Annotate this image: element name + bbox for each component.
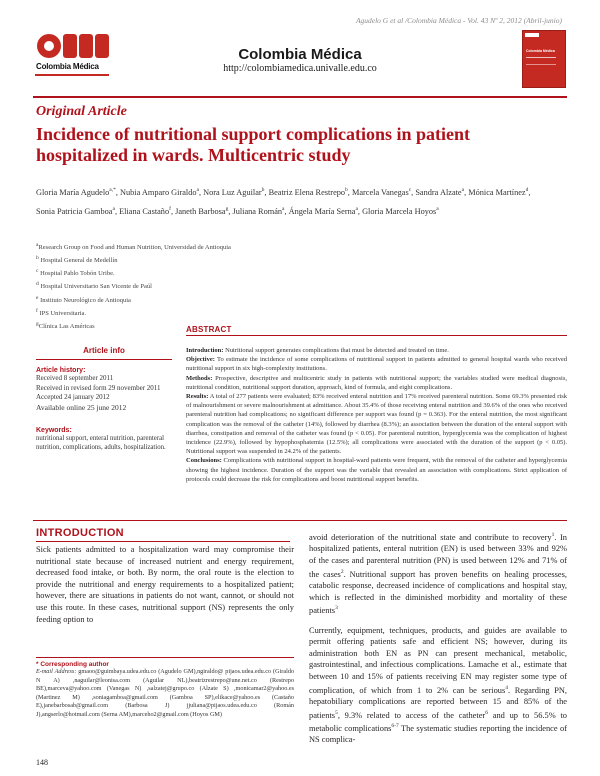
affiliation: $^b$ Hospital General de Medellín (36, 255, 118, 265)
journal-logo (33, 30, 113, 86)
abstract-heading: ABSTRACT (186, 325, 232, 334)
correspondence-rule (36, 657, 294, 658)
author: Eliana Castaño$^f$ (119, 205, 171, 216)
journal-url[interactable]: http://colombiamedica.univalle.edu.co (223, 63, 377, 74)
article-title: Incidence of nutritional support complications in patient hospitalized in wards. Multicentric study (36, 124, 471, 165)
author: Beatriz Elena Restrepo$^b$ (268, 187, 348, 197)
logo-text: Colombia Médica (36, 62, 99, 71)
introduction-paragraph: Currently, equipment, techniques, products, and guides are available to permit offering patients safe and efficient NS; however, during its administration both EN as PN can present mechanical, metabolic, gastrointestinal, and infectious complications. Lamache et al., estimate that between 10 and 15% of patients receiving EN may register some type of complication, of which from 1 to 2% can be serious$^4$. Regarding PN, hepatobiliary complications are reported between 15 and 85% of the patients$^5$, 9.3% related to access of the catheter$^6$ and up to 56.5% to metabolic complications$^{6-7}$ The systematic studies reporting the incidence of NS complica- (309, 625, 567, 745)
article-info-box (36, 336, 172, 462)
correspondence-emails: E-mail Address: gmaoo@guimbaya.udea.edu.co (Agudelo GM),ngiraldo@ pijaos.udea.edu.co (Giraldo N A) ,naguilar@leonisa.com (Aguilar NL),beatrizrestrepo@une.net.co (Restrepo BE),marceva@yahoo.com (Vanegas N) ,salzatej@grupo.co (Alzate S) ,monicamar2@yahoo.es (Martinez M) ,soniagamboa@gmail.com (Gamboa SP),elikace@yahoo.es (Castaño E),janebarbosab@gmail.com (Barbosa J) jjuliana@pijaos.udea.edu.co (Román J),angserlo@hotmail.com (Serna AM),marceho2@gmail.com (Hoyos GM) (36, 668, 295, 718)
abstract-rule (186, 335, 567, 336)
cover-band (525, 33, 539, 37)
introduction-right-column (309, 530, 567, 746)
introduction-rule (36, 541, 290, 542)
author: Juliana Román$^a$ (232, 205, 285, 216)
author: Nubia Amparo Giraldo$^a$ (120, 187, 199, 197)
available-date: Available online 25 june 2012 (36, 402, 127, 412)
cover-lines (526, 57, 556, 65)
header-rule (33, 96, 567, 98)
author: Mónica Martínez$^d$ (468, 187, 529, 197)
correspondence-note (36, 657, 294, 720)
author-list: Gloria María Agudelo$^{a,*}$, Nubia Amparo Giraldo$^a$, Nora Luz Aguilar$^b$, Beatriz Elena Restrepo$^b$, Marcela Vanegas$^c$, Sandra Alzate$^a$, Mónica Martínez$^d$, Sonia Patricia Gamboa$^a$, Eliana Castaño$^f$, Janeth Barbosa$^g$, Juliana Román$^a$, Ángela María Serna$^a$, Gloria Marcela Hoyos$^a$ (36, 187, 531, 216)
article-info-heading: Article info (36, 336, 172, 360)
journal-title: Colombia Médica (238, 46, 362, 63)
corresponding-author-label: * Corresponding author (36, 661, 109, 668)
abstract-results: Results: A total of 277 patients were evaluated; 83% received enteral nutrition and 17% received parenteral nutrition. Some 69.3% presented risk of malnourishment or severe malnourishment at admittance. About 35.4% of those receiving enteral nutrition and 39.6% of the ones who received parenteral nutrition had complications; no significant difference per support was found (p = 0.363). For the enteral nutrition, the most significant complication was the removal of the catheter (14%), followed by diarrhea (8.3%); an association between the duration of the enteral support with diarrhea, constipation and removal of the catheter was found (p < 0.05). For parenteral nutrition, hyperglycemia was the complication of highest incidence (22.9%), followed by hypophosphatemia (12.5%); all complications were associated with the duration of the support (p < 0.05). Nutritional support was suspended in 24.2% of the patients. (186, 393, 567, 456)
article-history-label: Article history: (36, 367, 86, 374)
affiliation: $^d$ Hospital Universitario San Vicente de Paúl (36, 281, 152, 291)
keywords: nutritional support, enteral nutrition, parenteral nutrition, complications, adults, hospitalization. (36, 434, 166, 451)
accepted-date: Accepted 24 january 2012 (36, 393, 110, 401)
introduction-paragraph: avoid deterioration of the nutritional state and contribute to recovery$^1$. In hospitalized patients, enteral nutrition (EN) is used between 33% and 92% of the cases and parenteral nutrition (PN) is used between 12% and 71% of the cases$^2$. Nutritional support has proven benefits on healing processes, catabolic response, decreased incidence of complications and hospital stay, which is reflected in the diminished morbidity and mortality of these patients$^3$ (309, 532, 567, 615)
author: Gloria Marcela Hoyos$^a$ (362, 205, 439, 216)
abstract-objective: Objective: To estimate the incidence of some complications of nutritional support in patients admitted to general hospital wards who received nutritional support in six high-complexity institutions. (186, 356, 567, 373)
affiliation: $^a$Research Group on Food and Human Nutrition, Universidad de Antioquia (36, 242, 231, 252)
affiliation: $^g$Clínica Las Américas (36, 320, 95, 331)
author: Ángela María Serna$^a$ (288, 205, 358, 216)
abstract-conclusions: Conclusions: Complications with nutritional support in hospital-ward patients were frequent, with the removal of the catheter and hyperglycemia showing the highest incidence. Duration of the support was the variable that revealed an association with complications. Strict application of protocols could decrease the risk for complications and boost nutritional support benefits. (186, 457, 568, 483)
author: Marcela Vanegas$^c$ (351, 187, 412, 197)
author: Sandra Alzate$^a$ (415, 187, 465, 197)
affiliation: $^f$ IPS Universitaria. (36, 307, 87, 317)
journal-cover-thumbnail (522, 30, 566, 88)
author: Nora Luz Aguilar$^b$ (203, 187, 265, 197)
introduction-left-column (36, 544, 294, 625)
page-number: 148 (36, 758, 48, 767)
abstract-introduction: Introduction: Nutritional support generates complications that must be detected and treated on time. (186, 347, 449, 354)
introduction-paragraph: Sick patients admitted to a hospitalization ward may compromise their nutritional state because of increased nutrient and energy requirement, decreased food intake, or both. By norm, the oral route is the election to provide the nutritional and energy requirements to a hospitalized patient; however, there are situations in patients do not want, cannot, or should not use this route. In these cases, nutritional support (NS) represents the only feeding option to (36, 545, 294, 624)
abstract-body (186, 346, 567, 484)
affiliation: $^e$ Instituto Neurológico de Antioquia (36, 294, 131, 304)
cover-title: Colombia Médica (526, 49, 555, 53)
body-rule (33, 520, 567, 521)
affiliation-list (36, 240, 436, 332)
author: Janeth Barbosa$^g$ (175, 205, 229, 216)
journal-logo-icon (33, 30, 113, 86)
affiliation: $^c$ Hospital Pablo Tobón Uribe. (36, 268, 115, 278)
article-type: Original Article (36, 104, 127, 119)
author: Sonia Patricia Gamboa$^a$ (36, 205, 115, 216)
introduction-heading: INTRODUCTION (36, 527, 124, 539)
received-date: Received 8 september 2011 (36, 374, 114, 382)
revised-date: Received in revised form 29 november 2011 (36, 383, 161, 392)
keywords-label: Keywords: (36, 426, 72, 434)
author: Gloria María Agudelo$^{a,*}$ (36, 187, 116, 197)
running-head: Agudelo G et al /Colombia Médica - Vol. 43 Nº 2, 2012 (Abril-junio) (355, 16, 562, 25)
abstract-methods: Methods: Prospective, descriptive and multicentric study in patients with nutritional support; the variables studied were medical diagnosis, nutritional condition, nutritional support duration, approach, kind of formula, and eight complications. (186, 374, 568, 391)
